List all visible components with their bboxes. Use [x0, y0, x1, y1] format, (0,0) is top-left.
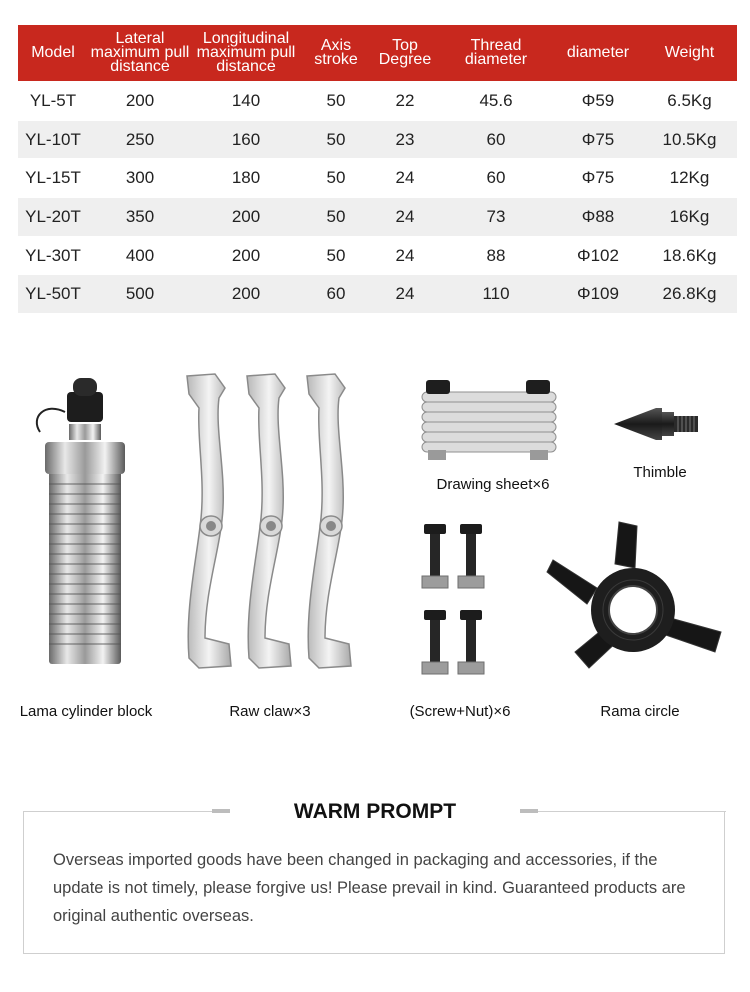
- cell: 12Kg: [642, 159, 737, 198]
- cell: YL-10T: [18, 120, 88, 159]
- cell: 50: [300, 82, 372, 121]
- cell: 26.8Kg: [642, 275, 737, 313]
- cell: 250: [88, 120, 192, 159]
- cell: YL-20T: [18, 198, 88, 237]
- cylinder-caption: Lama cylinder block: [19, 703, 153, 720]
- cell: 24: [372, 275, 438, 313]
- cell: 60: [438, 120, 554, 159]
- cell: 22: [372, 82, 438, 121]
- cell: 200: [192, 236, 300, 275]
- table-row: [18, 120, 737, 159]
- cell: 200: [88, 82, 192, 121]
- drawing-sheet-caption: Drawing sheet×6: [436, 476, 550, 493]
- cell: Φ102: [554, 236, 642, 275]
- rama-circle-image: [545, 520, 730, 680]
- cell: YL-50T: [18, 275, 88, 313]
- cell: 110: [438, 275, 554, 313]
- thimble-image: [612, 400, 702, 448]
- cell: 24: [372, 159, 438, 198]
- cell: 24: [372, 236, 438, 275]
- cell: 18.6Kg: [642, 236, 737, 275]
- cell: 23: [372, 120, 438, 159]
- cell: YL-5T: [18, 82, 88, 121]
- cell: YL-30T: [18, 236, 88, 275]
- cell: 60: [300, 275, 372, 313]
- cell: 50: [300, 198, 372, 237]
- table-row: [18, 236, 737, 275]
- header-longitudinal: Longitudinal maximum pull distance: [192, 25, 300, 82]
- cell: Φ75: [554, 159, 642, 198]
- header-model: Model: [18, 25, 88, 82]
- cell: 16Kg: [642, 198, 737, 237]
- spec-header-row: [18, 25, 737, 82]
- rama-circle-caption: Rama circle: [600, 703, 680, 720]
- cell: 50: [300, 159, 372, 198]
- header-weight: Weight: [642, 25, 737, 82]
- drawing-sheet-image: [414, 374, 564, 464]
- screw-nut-image: [418, 522, 498, 677]
- thimble-caption: Thimble: [633, 464, 687, 481]
- table-row: [18, 198, 737, 237]
- cell: Φ75: [554, 120, 642, 159]
- cell: Φ88: [554, 198, 642, 237]
- claw-image: [175, 368, 375, 678]
- cell: 180: [192, 159, 300, 198]
- cell: 300: [88, 159, 192, 198]
- spec-table: [18, 25, 737, 313]
- cell: Φ109: [554, 275, 642, 313]
- header-lateral: Lateral maximum pull distance: [88, 25, 192, 82]
- cell: 73: [438, 198, 554, 237]
- cell: 500: [88, 275, 192, 313]
- cell: 45.6: [438, 82, 554, 121]
- warm-prompt-title: WARM PROMPT: [293, 800, 457, 823]
- cell: 50: [300, 236, 372, 275]
- cell: 400: [88, 236, 192, 275]
- screw-nut-caption: (Screw+Nut)×6: [409, 703, 511, 720]
- cell: 6.5Kg: [642, 82, 737, 121]
- cell: Φ59: [554, 82, 642, 121]
- cell: 10.5Kg: [642, 120, 737, 159]
- cell: 160: [192, 120, 300, 159]
- header-axis-stroke: Axis stroke: [300, 25, 372, 82]
- claw-caption: Raw claw×3: [229, 703, 311, 720]
- cell: 88: [438, 236, 554, 275]
- table-row: [18, 275, 737, 313]
- cell: YL-15T: [18, 159, 88, 198]
- cell: 24: [372, 198, 438, 237]
- cell: 50: [300, 120, 372, 159]
- header-diameter: diameter: [554, 25, 642, 82]
- cell: 350: [88, 198, 192, 237]
- header-thread-diameter: Thread diameter: [438, 25, 554, 82]
- table-row: [18, 82, 737, 121]
- cylinder-image: [25, 372, 145, 672]
- cell: 200: [192, 198, 300, 237]
- warm-prompt-text: Overseas imported goods have been changed in packaging and accessories, if the update is not timely, please forgive us! Please prevail in kind. Guaranteed products are original authentic overseas.: [53, 851, 686, 925]
- cell: 200: [192, 275, 300, 313]
- header-top-degree: Top Degree: [372, 25, 438, 82]
- table-row: [18, 159, 737, 198]
- cell: 60: [438, 159, 554, 198]
- cell: 140: [192, 82, 300, 121]
